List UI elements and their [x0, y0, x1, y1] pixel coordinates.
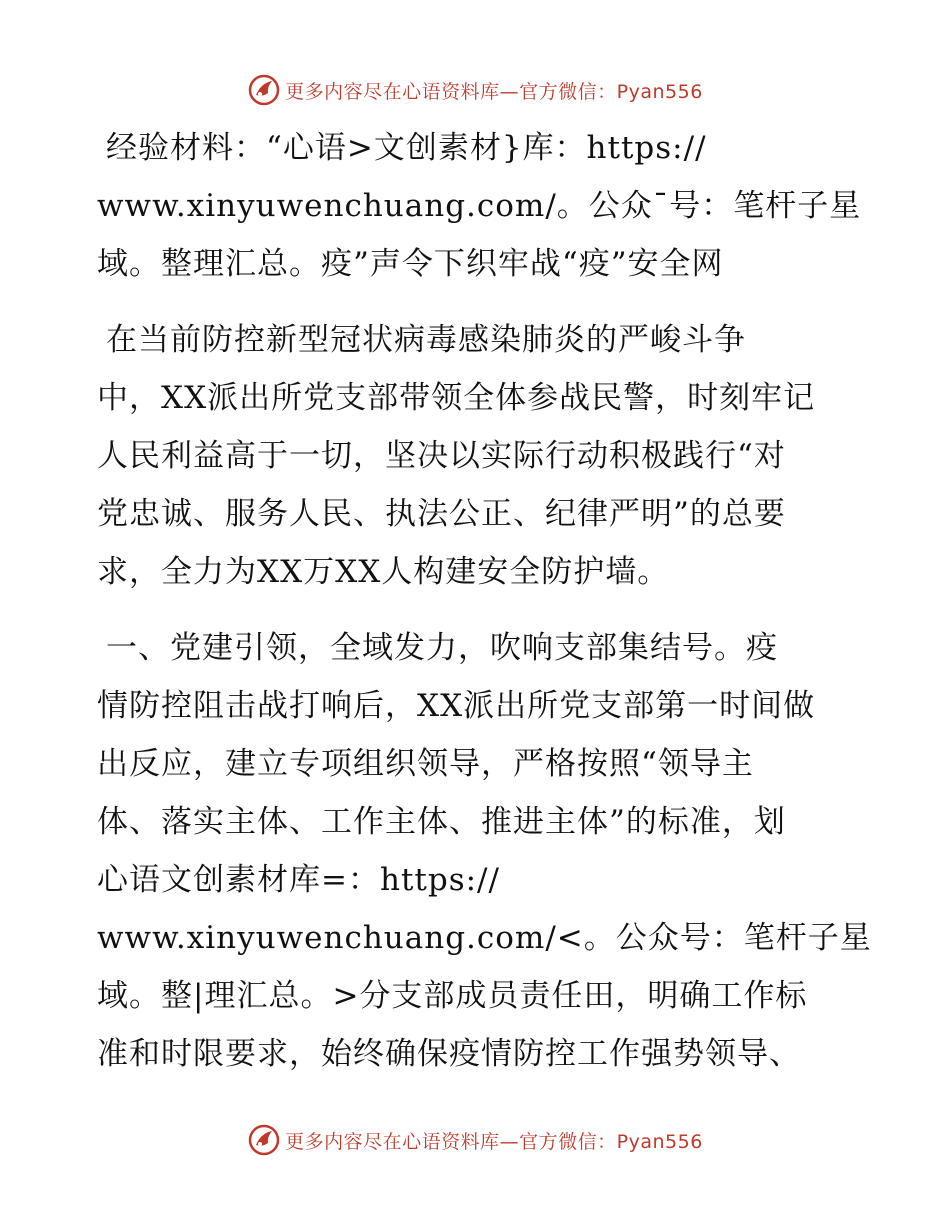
- xinyu-logo-icon: [247, 1123, 281, 1157]
- body-line: 准和时限要求，始终确保疫情防控工作强势领导、: [97, 1036, 801, 1072]
- header-banner-text[interactable]: 更多内容尽在心语资料库—官方微信：Pyan556: [285, 80, 703, 103]
- body-line: 体、落实主体、工作主体、推进主体”的标准，划: [97, 804, 786, 840]
- footer-banner: [0, 1120, 950, 1160]
- body-line: 党忠诚、服务人民、执法公正、纪律严明”的总要: [97, 496, 786, 532]
- footer-banner-text[interactable]: 更多内容尽在心语资料库—官方微信：Pyan556: [285, 1130, 703, 1153]
- body-line: 出反应，建立专项组织领导，严格按照“领导主: [97, 746, 754, 782]
- body-line: 一、党建引领，全域发力，吹响支部集结号。疫: [106, 630, 778, 666]
- body-line: www.xinyuwenchuang.com/<。公众号：笔杆子星: [97, 920, 872, 956]
- body-line: 中，XX派出所党支部带领全体参战民警，时刻牢记: [97, 380, 816, 416]
- body-line: 在当前防控新型冠状病毒感染肺炎的严峻斗争: [106, 322, 746, 358]
- xinyu-logo-icon: [247, 73, 281, 107]
- body-line: 情防控阻击战打响后，XX派出所党支部第一时间做: [97, 688, 816, 724]
- body-line: 域。整理汇总。疫”声令下织牢战“疫”安全网: [97, 246, 724, 282]
- body-line: 域。整|理汇总。>分支部成员责任田，明确工作标: [97, 978, 808, 1014]
- body-line: 人民利益高于一切，坚决以实际行动积极践行“对: [97, 438, 786, 474]
- body-line: 心语文创素材库=：https://: [97, 862, 500, 898]
- body-line: 经验材料：“心语>文创素材}库：https://: [106, 130, 707, 166]
- body-line: 求，全力为XX万XX人构建安全防护墙。: [97, 554, 670, 590]
- header-banner: [0, 70, 950, 110]
- body-line: www.xinyuwenchuang.com/。公众¯号：笔杆子星: [97, 188, 862, 224]
